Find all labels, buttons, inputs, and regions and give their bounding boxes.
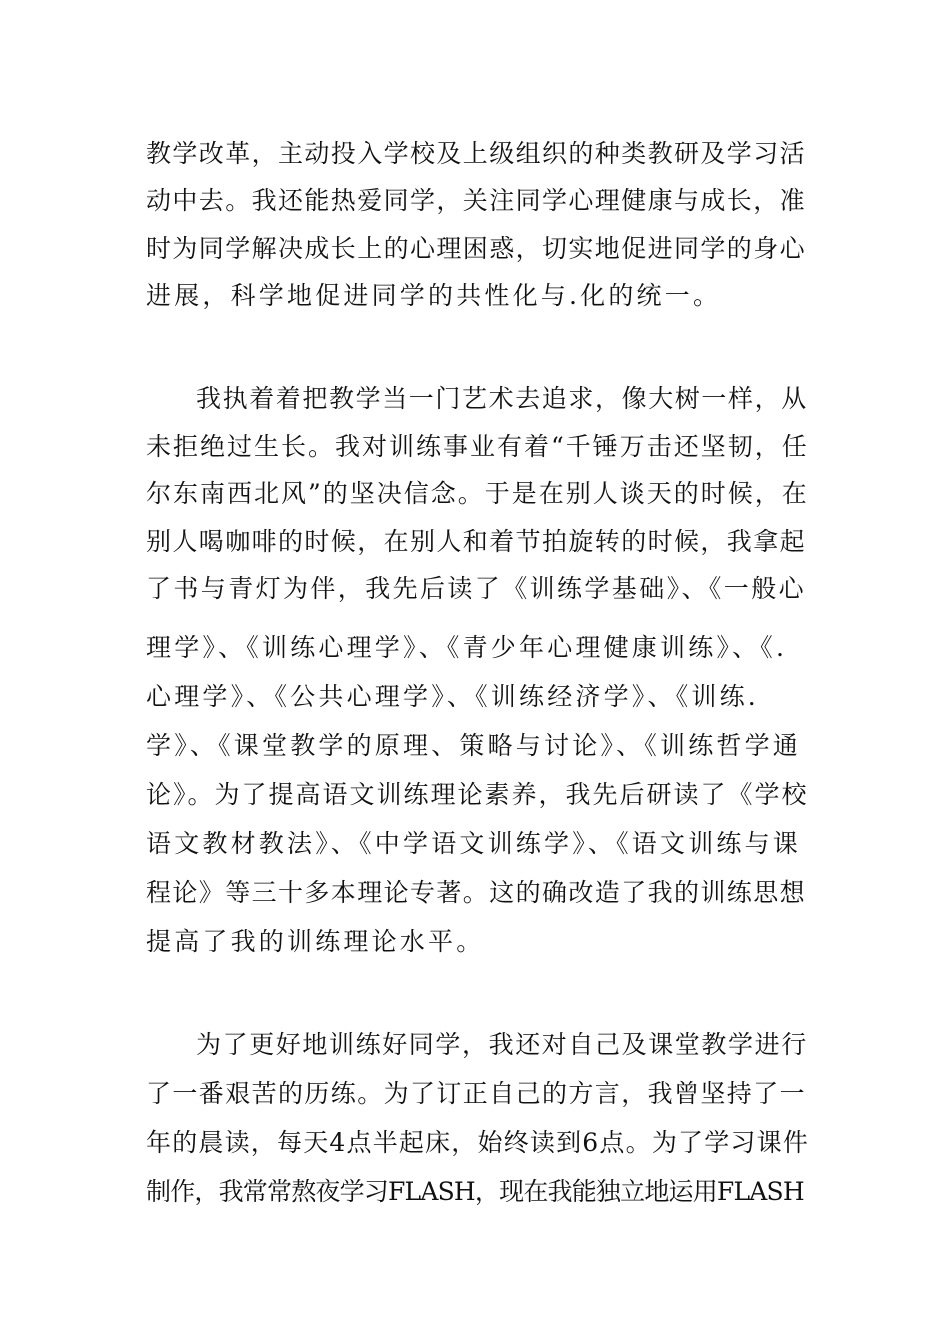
text-line: 年的晨读，每天4点半起床，始终读到6点。为了学习课件 bbox=[146, 1128, 810, 1157]
text-line: 了一番艰苦的历练。为了订正自己的方言，我曾坚持了一 bbox=[146, 1079, 807, 1108]
text-line: 动中去。我还能热爱同学，关注同学心理健康与成长，准 bbox=[146, 186, 807, 215]
text-line: 制作，我常常熬夜学习FLASH，现在我能独立地运用FLASH bbox=[146, 1177, 804, 1206]
text-line: 为了更好地训练好同学，我还对自己及课堂教学进行 bbox=[196, 1030, 808, 1059]
text-line: 学》、《课堂教学的原理、策略与讨论》、《训练哲学通 bbox=[146, 731, 802, 760]
text-line: 理学》、《训练心理学》、《青少年心理健康训练》、《. bbox=[146, 633, 788, 662]
text-line: 程论》等三十多本理论专著。这的确改造了我的训练思想 bbox=[146, 878, 807, 907]
text-line: 别人喝咖啡的时候，在别人和着节拍旋转的时候，我拿起 bbox=[146, 527, 807, 556]
text-line: 尔东南西北风”的坚决信念。于是在别人谈天的时候，在 bbox=[146, 479, 809, 508]
text-line: 未拒绝过生长。我对训练事业有着“千锤万击还坚韧，任 bbox=[146, 432, 809, 461]
text-line: 教学改革，主动投入学校及上级组织的种类教研及学习活 bbox=[146, 139, 807, 168]
text-line: 进展，科学地促进同学的共性化与.化的统一。 bbox=[146, 281, 722, 310]
text-line: 提高了我的训练理论水平。 bbox=[146, 927, 485, 956]
text-line: 了书与青灯为伴，我先后读了《训练学基础》、《一般心 bbox=[146, 574, 807, 603]
text-line: 论》。为了提高语文训练理论素养，我先后研读了《学校 bbox=[146, 780, 809, 809]
text-line: 我执着着把教学当一门艺术去追求，像大树一样，从 bbox=[196, 384, 808, 413]
text-line: 语文教材教法》、《中学语文训练学》、《语文训练与课 bbox=[146, 829, 802, 858]
text-line: 时为同学解决成长上的心理困惑，切实地促进同学的身心 bbox=[146, 234, 807, 263]
text-line: 心理学》、《公共心理学》、《训练经济学》、《训练. bbox=[146, 682, 759, 711]
